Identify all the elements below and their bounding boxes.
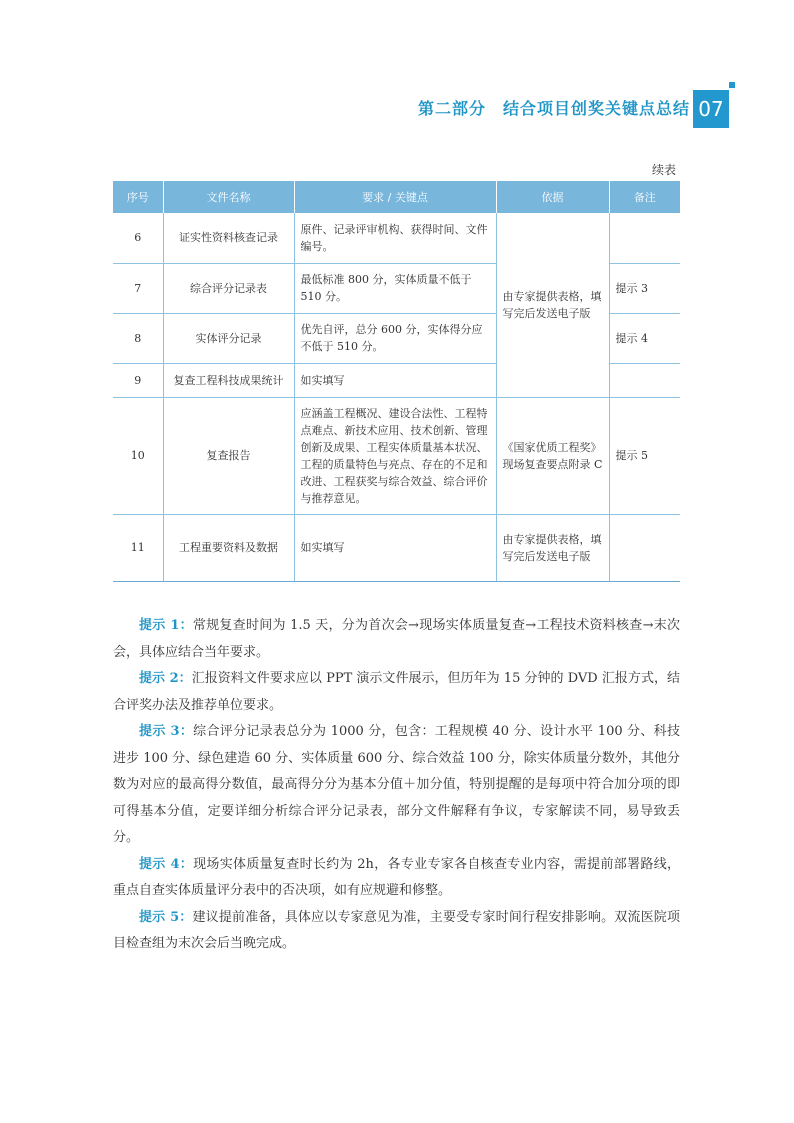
tip-text: 常规复查时间为 1.5 天，分为首次会→现场实体质量复查→工程技术资料核查→末次会，具体应结合当年要求。 [113, 618, 680, 660]
note [609, 514, 680, 581]
tip-label: 提示 4： [139, 856, 194, 872]
note: 提示 4 [609, 313, 680, 363]
chapter-number-badge: 07 [693, 90, 729, 128]
column-header-no: 序号 [113, 181, 163, 213]
file-name: 复查工程科技成果统计 [163, 363, 294, 397]
tip-text: 汇报资料文件要求应以 PPT 演示文件展示，但历年为 15 分钟的 DVD 汇报方式，结合评奖办法及推荐单位要求。 [113, 671, 680, 713]
note [609, 363, 680, 397]
continued-label: 续表 [651, 163, 676, 177]
basis: 《国家优质工程奖》现场复查要点附录 C [496, 397, 609, 514]
row-number: 10 [113, 397, 163, 514]
tip-paragraph [113, 852, 680, 905]
basis: 由专家提供表格，填写完后发送电子版 [496, 514, 609, 581]
section-title: 第二部分 结合项目创奖关键点总结 [417, 99, 690, 118]
table-row [113, 397, 680, 514]
row-number: 7 [113, 263, 163, 313]
note [609, 213, 680, 263]
tips-section [113, 613, 680, 958]
file-name: 综合评分记录表 [163, 263, 294, 313]
file-name: 证实性资料核查记录 [163, 213, 294, 263]
table-header-row [113, 181, 680, 213]
basis-merged: 由专家提供表格，填写完后发送电子版 [496, 213, 609, 397]
table-row [113, 213, 680, 263]
tip-text: 现场实体质量复查时长约为 2h，各专业专家各自核查专业内容，需提前部署路线，重点自查实体质量评分表中的否决项，如有应规避和修整。 [113, 856, 681, 898]
row-number: 6 [113, 213, 163, 263]
file-name: 复查报告 [163, 397, 294, 514]
requirement: 应涵盖工程概况、建设合法性、工程特点难点、新技术应用、技术创新、管理创新及成果、工程实体质量基本状况、工程的质量特色与亮点、存在的不足和改进、工程获奖与综合效益、综合评价与推荐意见。 [294, 397, 496, 514]
page-header [0, 84, 794, 134]
column-header-basis: 依据 [496, 181, 609, 213]
tip-paragraph [113, 666, 680, 719]
row-number: 8 [113, 313, 163, 363]
tip-paragraph [113, 905, 680, 958]
tip-label: 提示 3： [139, 724, 194, 739]
requirement: 最低标准 800 分，实体质量不低于 510 分。 [294, 263, 496, 313]
tip-label: 提示 5： [139, 909, 193, 925]
tip-paragraph [113, 719, 680, 852]
tip-text: 建议提前准备，具体应以专家意见为准，主要受专家时间行程安排影响。双流医院项目检查组为末次会后当晚完成。 [113, 909, 680, 951]
column-header-requirements: 要求 / 关键点 [294, 181, 496, 213]
file-name: 工程重要资料及数据 [163, 514, 294, 581]
tip-text: 综合评分记录表总分为 1000 分，包含：工程规模 40 分、设计水平 100 分、科技进步 100 分、绿色建造 60 分、实体质量 600 分、综合效益 100 分，除实体质量分数外，其他分数为对应的最高得分数值，最高得分分为基本分值＋加分值，特别提醒的是每项中符合加分项的即可得基本分值，定要详细分析综合评分记录表，部分文件解释有争议，专家解读不同，易导致丢分。 [113, 724, 680, 845]
tip-label: 提示 1： [139, 618, 193, 633]
requirement: 如实填写 [294, 514, 496, 581]
column-header-note: 备注 [609, 181, 680, 213]
row-number: 9 [113, 363, 163, 397]
file-name: 实体评分记录 [163, 313, 294, 363]
table-row [113, 514, 680, 581]
requirement: 优先自评，总分 600 分，实体得分应不低于 510 分。 [294, 313, 496, 363]
requirement: 原件、记录评审机构、获得时间、文件编号。 [294, 213, 496, 263]
decorative-square [729, 82, 735, 88]
column-header-name: 文件名称 [163, 181, 294, 213]
tip-label: 提示 2： [139, 671, 192, 686]
requirement: 如实填写 [294, 363, 496, 397]
row-number: 11 [113, 514, 163, 581]
requirements-table [113, 181, 680, 582]
note: 提示 5 [609, 397, 680, 514]
note: 提示 3 [609, 263, 680, 313]
tip-paragraph [113, 613, 680, 666]
